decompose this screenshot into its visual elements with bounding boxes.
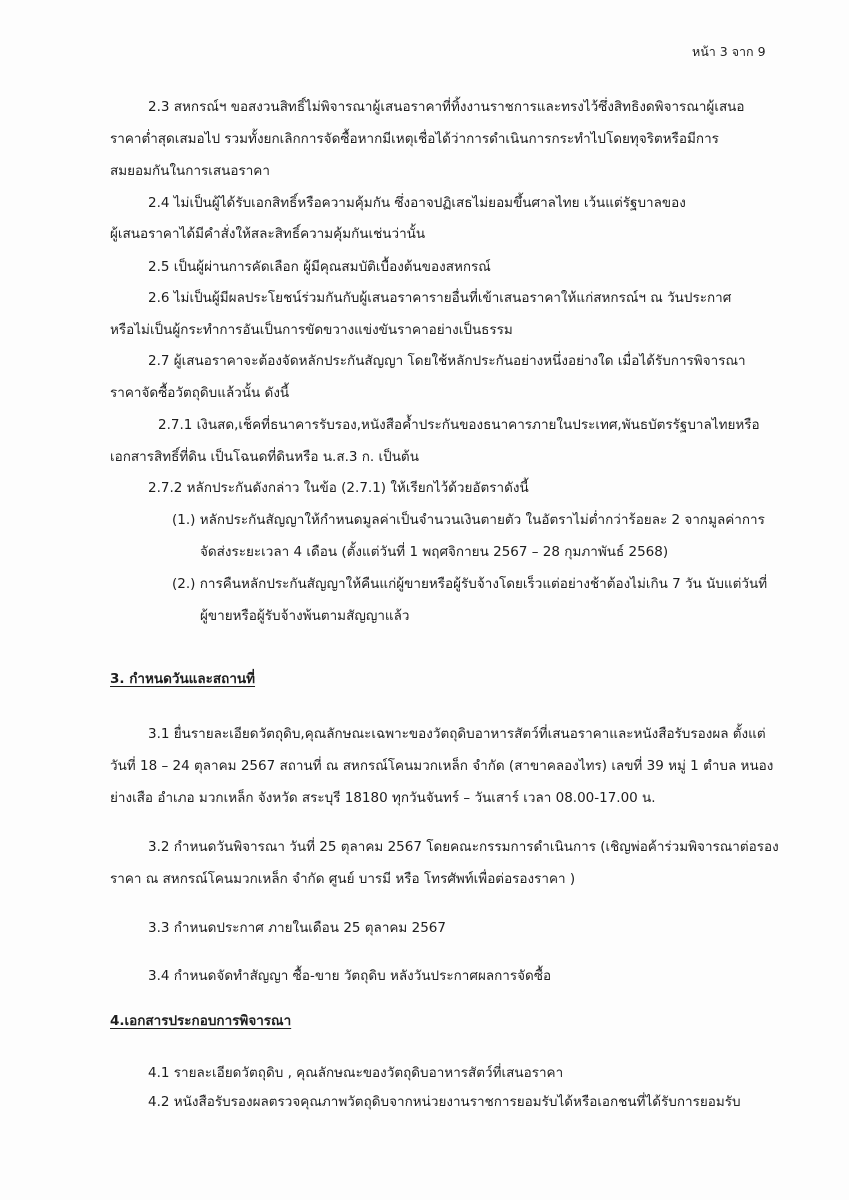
para-3-1-line-2: วันที่ 18 – 24 ตุลาคม 2567 สถานที่ ณ สหกรณ์โคนมวกเหล็ก จำกัด (สาขาคลองไทร) เลขที่ 39 หมู่ 1 ตำบล หนอง xyxy=(110,758,774,774)
para-3-1-line-1: 3.1 ยื่นรายละเอียดวัตถุดิบ,คุณลักษณะเฉพาะของวัตถุดิบอาหารสัตว์ที่เสนอราคาและหนังสือรับรองผล ตั้งแต่ xyxy=(148,726,766,742)
para-4-1: 4.1 รายละเอียดวัตถุดิบ , คุณลักษณะของวัตถุดิบอาหารสัตว์ที่เสนอราคา xyxy=(148,1065,564,1081)
para-2-4-line-2: ผู้เสนอราคาได้มีคำสั่งให้สละสิทธิ์ความคุ้มกันเช่นว่านั้น xyxy=(110,226,426,242)
para-4-2: 4.2 หนังสือรับรองผลตรวจคุณภาพวัตถุดิบจากหน่วยงานราชการยอมรับได้หรือเอกชนที่ได้รับการยอมรับ xyxy=(148,1094,741,1110)
sub-item-1-line-2: จัดส่งระยะเวลา 4 เดือน (ตั้งแต่วันที่ 1 พฤศจิกายน 2567 – 28 กุมภาพันธ์ 2568) xyxy=(200,544,669,560)
para-2-3-line-3: สมยอมกันในการเสนอราคา xyxy=(110,163,270,179)
para-2-7-2: 2.7.2 หลักประกันดังกล่าว ในข้อ (2.7.1) ให้เรียกไว้ด้วยอัตราดังนี้ xyxy=(148,480,529,496)
para-3-2-line-2: ราคา ณ สหกรณ์โคนมวกเหล็ก จำกัด ศูนย์ บารมี หรือ โทรศัพท์เพื่อต่อรองราคา ) xyxy=(110,871,576,887)
para-2-5: 2.5 เป็นผู้ผ่านการคัดเลือก ผู้มีคุณสมบัติเบื้องต้นของสหกรณ์ xyxy=(148,259,491,275)
section-3-heading: 3. กำหนดวันและสถานที่ xyxy=(110,671,256,687)
para-2-4-line-1: 2.4 ไม่เป็นผู้ได้รับเอกสิทธิ์หรือความคุ้มกัน ซึ่งอาจปฏิเสธไม่ยอมขึ้นศาลไทย เว้นแต่รัฐบาลของ xyxy=(148,195,686,211)
para-3-3: 3.3 กำหนดประกาศ ภายในเดือน 25 ตุลาคม 2567 xyxy=(148,920,446,936)
section-4-heading: 4.เอกสารประกอบการพิจารณา xyxy=(110,1013,292,1029)
sub-item-1-line-1: (1.) หลักประกันสัญญาให้กำหนดมูลค่าเป็นจำนวนเงินตายตัว ในอัตราไม่ต่ำกว่าร้อยละ 2 จากมูลค่าการ xyxy=(172,512,765,528)
para-2-7-1-line-2: เอกสารสิทธิ์ที่ดิน เป็นโฉนดที่ดินหรือ น.ส.3 ก. เป็นต้น xyxy=(110,449,419,465)
para-3-1-line-3: ย่างเสือ อำเภอ มวกเหล็ก จังหวัด สระบุรี 18180 ทุกวันจันทร์ – วันเสาร์ เวลา 08.00-17.00 น. xyxy=(110,790,656,806)
para-2-7-1-line-1: 2.7.1 เงินสด,เช็คที่ธนาคารรับรอง,หนังสือค้ำประกันของธนาคารภายในประเทศ,พันธบัตรรัฐบาลไทยหรือ xyxy=(158,417,760,433)
para-2-3-line-2: ราคาต่ำสุดเสมอไป รวมทั้งยกเลิกการจัดซื้อหากมีเหตุเชื่อได้ว่าการดำเนินการกระทำไปโดยทุจริตหรือมีการ xyxy=(110,131,719,147)
para-2-6-line-2: หรือไม่เป็นผู้กระทำการอันเป็นการขัดขวางแข่งขันราคาอย่างเป็นธรรม xyxy=(110,322,513,338)
para-2-7-line-2: ราคาจัดซื้อวัตถุดิบแล้วนั้น ดังนี้ xyxy=(110,385,290,401)
para-3-2-line-1: 3.2 กำหนดวันพิจารณา วันที่ 25 ตุลาคม 2567 โดยคณะกรรมการดำเนินการ (เชิญพ่อค้าร่วมพิจารณาต่อรอง xyxy=(148,839,779,855)
page-number: หน้า 3 จาก 9 xyxy=(692,44,766,59)
para-2-7-line-1: 2.7 ผู้เสนอราคาจะต้องจัดหลักประกันสัญญา โดยใช้หลักประกันอย่างหนึ่งอย่างใด เมื่อได้รับการพิจารณา xyxy=(148,353,746,369)
sub-item-2-line-2: ผู้ขายหรือผู้รับจ้างพ้นตามสัญญาแล้ว xyxy=(200,608,410,624)
para-3-4: 3.4 กำหนดจัดทำสัญญา ซื้อ-ขาย วัตถุดิบ หลังวันประกาศผลการจัดซื้อ xyxy=(148,968,552,984)
para-2-3-line-1: 2.3 สหกรณ์ฯ ขอสงวนสิทธิ์ไม่พิจารณาผู้เสนอราคาที่ทิ้งงานราชการและทรงไว้ซึ่งสิทธิงดพิจารณาผู้เสนอ xyxy=(148,99,745,115)
sub-item-2-line-1: (2.) การคืนหลักประกันสัญญาให้คืนแก่ผู้ขายหรือผู้รับจ้างโดยเร็วแต่อย่างช้าต้องไม่เกิน 7 วัน นับแต่วันที่ xyxy=(172,576,768,592)
para-2-6-line-1: 2.6 ไม่เป็นผู้มีผลประโยชน์ร่วมกันกับผู้เสนอราคารายอื่นที่เข้าเสนอราคาให้แก่สหกรณ์ฯ ณ วันประกาศ xyxy=(148,290,732,306)
